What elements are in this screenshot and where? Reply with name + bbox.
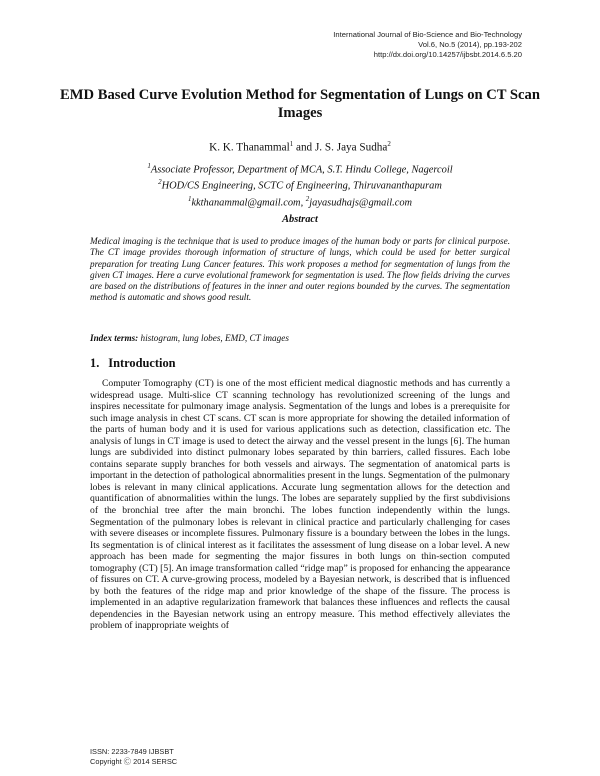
author-sup: 1 (289, 140, 294, 148)
email-line (60, 193, 540, 209)
abstract-body: Medical imaging is the technique that is used to produce images of the human body or parts for clinical purpose. The CT image provides thorough information of structure of lungs, which could be used for better surgical preparation for treating Lung Cancer features. This work proposes a method for segmentation of lungs from the given CT images. Here a curve evolutional framework for segmentation is used. The flow fields driving the curves are based on the distributions of features in the inner and outer regions bounded by the curves. The segmentation method is automatic and shows good result. (90, 236, 510, 303)
journal-header (222, 30, 522, 60)
index-terms (90, 333, 510, 343)
journal-name: International Journal of Bio-Science and Bio-Technology (333, 30, 522, 39)
abstract-heading: Abstract (282, 214, 318, 225)
author-joiner: and (293, 141, 315, 154)
affiliation-line (60, 160, 540, 176)
affiliation-sup: 2 (158, 178, 162, 187)
email-link[interactable]: kkthanammal@gmail.com (191, 197, 301, 209)
email-sup: 1 (187, 194, 192, 203)
email-sup: 2 (305, 194, 310, 203)
journal-doi-link[interactable]: http://dx.doi.org/10.14257/ijbsbt.2014.6.5.20 (373, 50, 522, 59)
author-name: J. S. Jaya Sudha (314, 141, 388, 154)
affiliations (60, 160, 540, 209)
author-sup: 2 (387, 140, 391, 148)
introduction-body: Computer Tomography (CT) is one of the most efficient medical diagnostic methods and has currently a widespread usage. Multi-slice CT scanning technology has revolutionized screening of the lungs and inspires necessitate for pulmonary image analysis. Segmentation of the lungs and lobes is a prerequisite for such image analysis in chest CT scans. CT scan is more appropriate for showing the detailed information of the parts of human body and it is used for various applications such as detection, classification etc. The analysis of lungs in CT image is used to detect the airway and the vessel present in the lungs [6]. The human lungs are subdivided into distinct pulmonary lobes separated by thin barriers, called fissures. Each lobe contains separate supply branches for both vessels and airways. The segmentation of anatomical parts is important in the detection of pathological abnormalities present in the lungs. Segmentation of the pulmonary lobes is relevant in many clinical applications. Accurate lung segmentation allows for the detection and quantification of abnormalities within the lungs. The lobes are separately supplied by the first subdivisions of the bronchial tree after the main bronchi. The lobes function independently within the lungs. Segmentation of the pulmonary lobes is relevant in clinical practice and particularly challenging for cases with severe diseases or incomplete fissures. Pulmonary fissure is a boundary between the lobes in the lungs. Its segmentation is of clinical interest as it facilitates the assessment of lung disease on a lobar level. A new approach has been made for segmenting the major fissures in both lungs on thin-section computed tomography (CT) [5]. An image transformation called “ridge map” is proposed for enhancing the appearance of fissures on CT. A curve-growing process, modeled by a Bayesian network, is described that is influenced by both the features of the ridge map and prior knowledge of the shape of the fissure. The process is implemented in an adaptive regularization framework that balances these influences and reflects the causal dependencies in the Bayesian network using an entropy measure. This method effectively alleviates the problem of inappropriate weights of (90, 378, 510, 632)
affiliation-line (60, 176, 540, 192)
email-joiner: , (300, 197, 306, 209)
author-name: K. K. Thanammal (209, 141, 290, 154)
email-link[interactable]: jayasudhajs@gmail.com (309, 197, 413, 209)
section-title: Introduction (108, 356, 176, 370)
footer-issn: ISSN: 2233-7849 IJBSBT (90, 747, 174, 756)
index-terms-text: histogram, lung lobes, EMD, CT images (138, 333, 289, 343)
page-footer (90, 747, 177, 767)
affiliation-sup: 1 (147, 162, 151, 170)
journal-volume: Vol.6, No.5 (2014), pp.193-202 (418, 40, 522, 49)
index-terms-label: Index terms: (90, 333, 139, 343)
section-number: 1. (90, 356, 100, 370)
author-line (60, 140, 540, 154)
section-heading (90, 356, 176, 371)
affiliation-text: HOD/CS Engineering, SCTC of Engineering, Thiruvananthapuram (161, 180, 442, 192)
paper-title: EMD Based Curve Evolution Method for Segmentation of Lungs on CT Scan Images (60, 87, 540, 121)
affiliation-text: Associate Professor, Department of MCA, S.T. Hindu College, Nagercoil (150, 164, 453, 176)
footer-copyright: Copyright Ⓒ 2014 SERSC (90, 757, 178, 766)
